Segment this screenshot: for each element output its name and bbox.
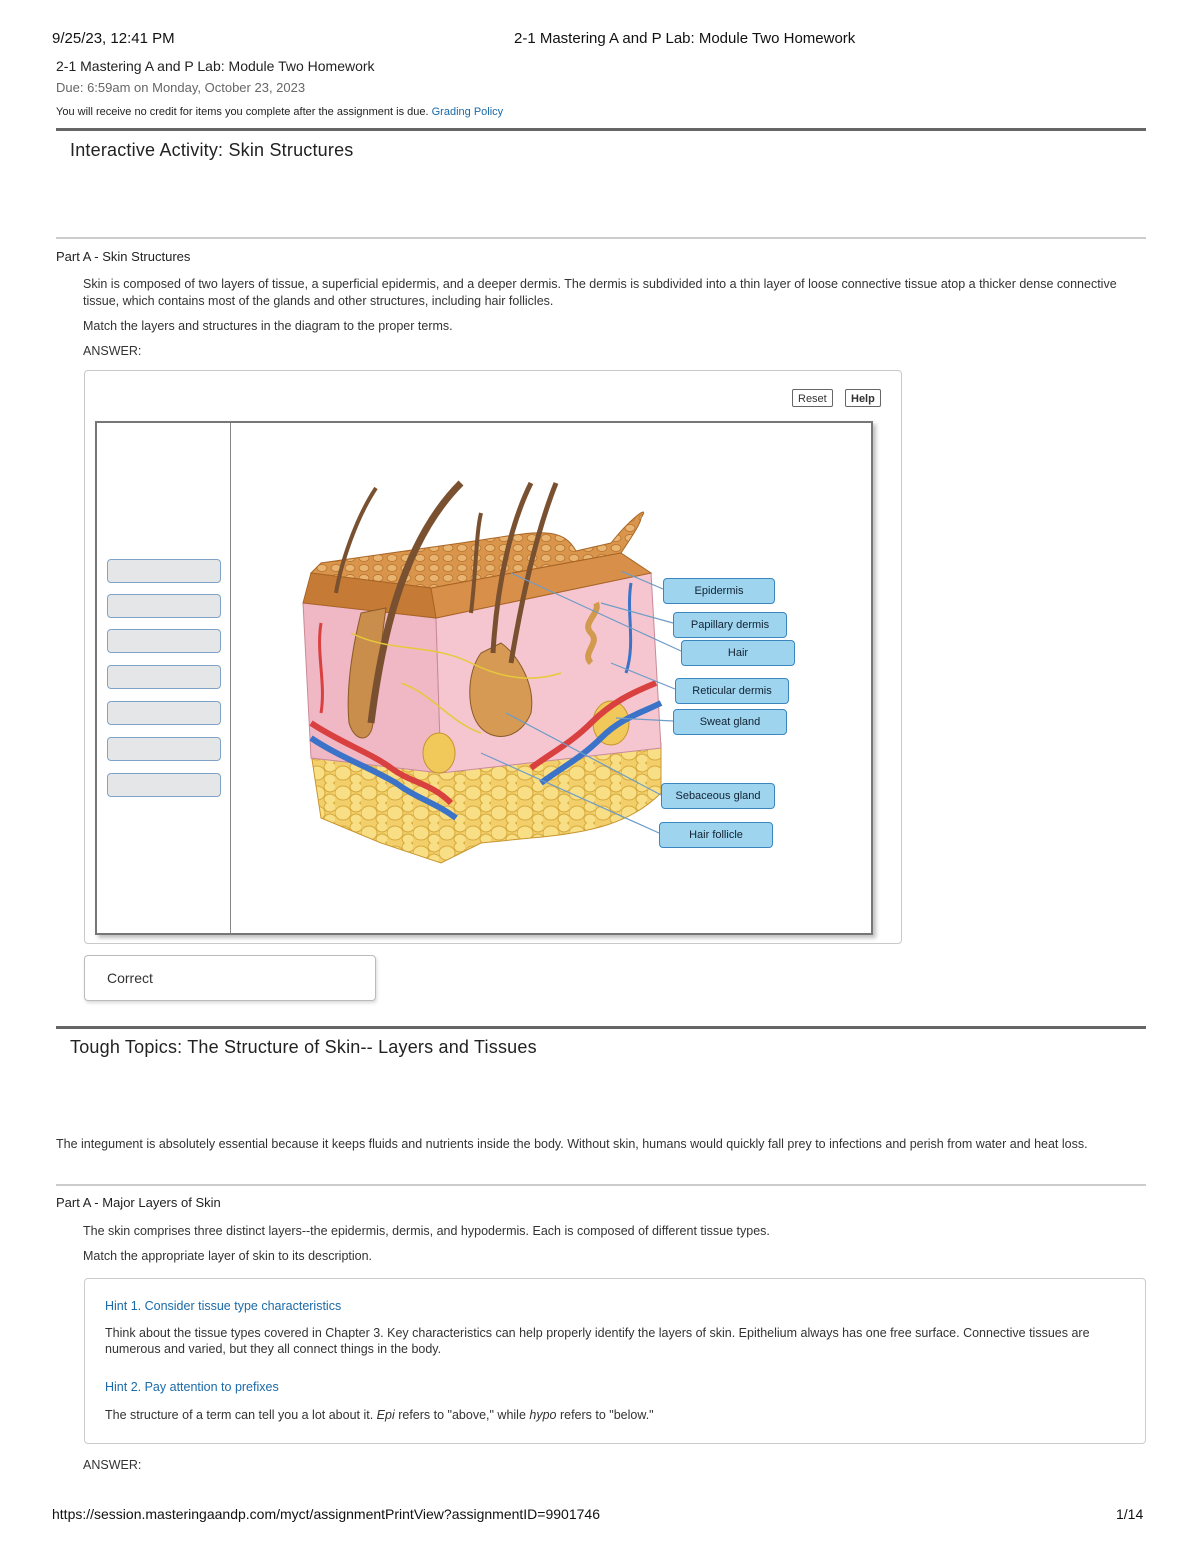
- labeling-activity: [84, 370, 902, 944]
- empty-label-slot[interactable]: [107, 559, 221, 583]
- hint2-epi: Epi: [376, 1408, 395, 1422]
- late-notice-text: You will receive no credit for items you complete after the assignment is due.: [56, 106, 429, 118]
- empty-label-slot[interactable]: [107, 773, 221, 797]
- hint2-text-post: refers to "below.": [556, 1408, 654, 1422]
- due-date: Due: 6:59am on Monday, October 23, 2023: [56, 80, 306, 95]
- help-button[interactable]: Help: [845, 389, 881, 407]
- activity2-title: Tough Topics: The Structure of Skin-- Layers and Tissues: [70, 1037, 537, 1057]
- label-bank: [97, 423, 231, 933]
- activity1-title: Interactive Activity: Skin Structures: [70, 140, 354, 160]
- empty-label-slot[interactable]: [107, 629, 221, 653]
- activity1-paragraph: Skin is composed of two layers of tissue, a superficial epidermis, and a deeper dermis. The dermis is subdivided into a thin layer of loose connective tissue atop a thicker dense connective tissue, which contains most of the glands and other structures, including hair follicles.: [83, 277, 1117, 308]
- activity2-answer-label: ANSWER:: [83, 1458, 142, 1472]
- label-sweat-gland[interactable]: Sweat gland: [673, 709, 787, 735]
- label-papillary-dermis[interactable]: Papillary dermis: [673, 612, 787, 638]
- footer-url: https://session.masteringaandp.com/myct/assignmentPrintView?assignmentID=9901746: [52, 1506, 600, 1522]
- reset-button[interactable]: Reset: [792, 389, 833, 407]
- grading-policy-link[interactable]: Grading Policy: [431, 106, 504, 118]
- result-text: Correct: [107, 970, 153, 986]
- part-divider: [56, 1184, 1146, 1186]
- hint1-text: Think about the tissue types covered in Chapter 3. Key characteristics can help properly identify the layers of skin. Epithelium always has one free surface. Connective tissues are numerous and varied, but they all connect things in the body.: [105, 1326, 1090, 1356]
- print-doc-title: 2-1 Mastering A and P Lab: Module Two Homework: [514, 30, 856, 47]
- late-notice: [56, 106, 503, 118]
- activity2-paragraph: The skin comprises three distinct layers--the epidermis, dermis, and hypodermis. Each is composed of different tissue types.: [83, 1224, 770, 1238]
- result-feedback: [84, 955, 376, 1001]
- hint2-text-mid: refers to "above," while: [394, 1408, 530, 1422]
- hint1-title[interactable]: Hint 1. Consider tissue type characteristics: [105, 1299, 342, 1313]
- print-datetime: 9/25/23, 12:41 PM: [52, 30, 175, 47]
- section-divider: [56, 128, 1146, 131]
- label-sebaceous-gland[interactable]: Sebaceous gland: [661, 783, 775, 809]
- hints-panel: [84, 1278, 1146, 1444]
- part-divider: [56, 237, 1146, 239]
- hint2-text: [105, 1407, 1105, 1423]
- empty-label-slot[interactable]: [107, 594, 221, 618]
- activity2-part-title: Part A - Major Layers of Skin: [56, 1195, 221, 1210]
- hint2-text-pre: The structure of a term can tell you a lot about it.: [105, 1408, 377, 1422]
- label-hair-follicle[interactable]: Hair follicle: [659, 822, 773, 848]
- activity1-instruction: Match the layers and structures in the diagram to the proper terms.: [83, 319, 453, 333]
- labeling-canvas: [95, 421, 873, 935]
- empty-label-slot[interactable]: [107, 665, 221, 689]
- label-reticular-dermis[interactable]: Reticular dermis: [675, 678, 789, 704]
- section-divider: [56, 1026, 1146, 1029]
- activity1-answer-label: ANSWER:: [83, 344, 142, 358]
- activity2-intro: The integument is absolutely essential because it keeps fluids and nutrients inside the body. Without skin, humans would quickly fall prey to infections and perish from water and heat loss.: [56, 1137, 1088, 1151]
- page-number: 1/14: [1116, 1506, 1144, 1522]
- assignment-title: 2-1 Mastering A and P Lab: Module Two Homework: [56, 58, 375, 74]
- hint2-title[interactable]: Hint 2. Pay attention to prefixes: [105, 1380, 279, 1394]
- hint2-hypo: hypo: [529, 1408, 557, 1422]
- activity2-instruction: Match the appropriate layer of skin to its description.: [83, 1249, 373, 1263]
- activity1-part-title: Part A - Skin Structures: [56, 249, 191, 264]
- label-epidermis[interactable]: Epidermis: [663, 578, 775, 604]
- skin-block: [303, 483, 661, 863]
- empty-label-slot[interactable]: [107, 737, 221, 761]
- label-hair[interactable]: Hair: [681, 640, 795, 666]
- empty-label-slot[interactable]: [107, 701, 221, 725]
